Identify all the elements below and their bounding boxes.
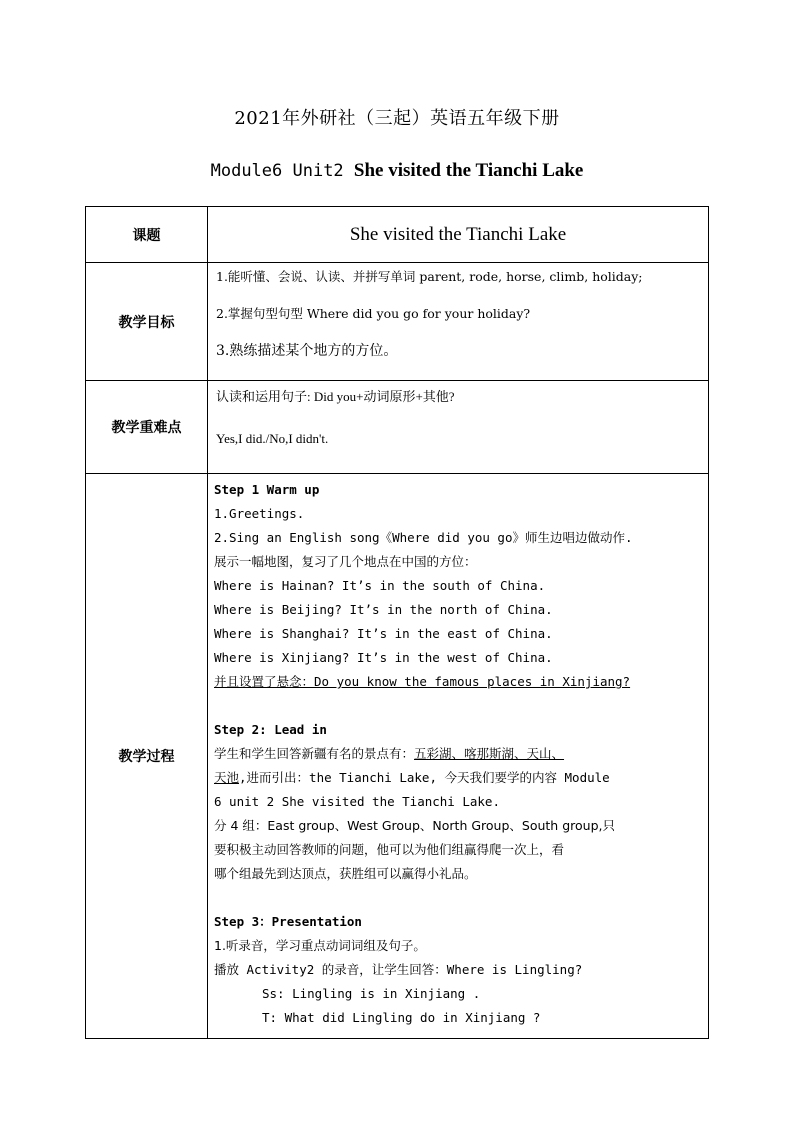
- subtitle-lesson: She visited the Tianchi Lake: [353, 160, 584, 181]
- topic-label: 课题: [86, 207, 208, 263]
- goals-label: 教学目标: [86, 263, 208, 381]
- document-title: 2021年外研社（三起）英语五年级下册: [234, 108, 560, 129]
- process-line: Ss: Lingling is in Xinjiang .: [262, 986, 481, 1001]
- goal-item: 3.熟练描述某个地方的方位。: [216, 343, 398, 359]
- row-topic: [86, 207, 709, 263]
- process-line: Where is Xinjiang? It’s in the west of China.: [214, 650, 553, 665]
- row-keys: [86, 381, 709, 474]
- document-subtitle: [0, 160, 794, 182]
- process-text: ,进而引出：the Tianchi Lake, 今天我们要学的内容 Module: [239, 770, 610, 785]
- keys-cell: [208, 381, 709, 474]
- subtitle-module: Module6 Unit2: [210, 161, 354, 181]
- row-goals: [86, 263, 709, 381]
- goal-item: 2.掌握句型句型 Where did you go for your holiday?: [216, 306, 531, 321]
- process-line: 哪个组最先到达顶点，获胜组可以赢得小礼品。: [214, 866, 477, 881]
- process-line: 6 unit 2 She visited the Tianchi Lake.: [214, 794, 500, 809]
- process-text: 学生和学生回答新疆有名的景点有：: [214, 746, 415, 761]
- process-text-underlined: 五彩湖、喀那斯湖、天山、: [414, 746, 565, 761]
- step1-title: Step 1 Warm up: [214, 482, 320, 497]
- process-line: [214, 742, 702, 766]
- process-line-underlined: 并且设置了悬念：Do you know the famous places in Xinjiang?: [214, 674, 631, 689]
- lesson-plan-table: [85, 206, 709, 1039]
- process-line: 展示一幅地图，复习了几个地点在中国的方位：: [214, 554, 477, 569]
- goal-item: 1.能听懂、会说、认读、并拼写单词 parent, rode, horse, climb, holiday;: [216, 269, 643, 284]
- row-process: [86, 474, 709, 1039]
- process-line: 分 4 组：East group、West Group、North Group、South group,只: [214, 818, 615, 833]
- process-cell: [208, 474, 709, 1039]
- process-line: T: What did Lingling do in Xinjiang ?: [262, 1010, 541, 1025]
- step2-title: Step 2: Lead in: [214, 722, 327, 737]
- process-label: 教学过程: [86, 474, 208, 1039]
- step3-title: Step 3：Presentation: [214, 914, 362, 929]
- process-line: Where is Hainan? It’s in the south of China.: [214, 578, 546, 593]
- key-point: 认读和运用句子: Did you+动词原形+其他?: [216, 389, 455, 404]
- process-line: 1.Greetings.: [214, 506, 305, 521]
- goals-cell: [208, 263, 709, 381]
- topic-value: She visited the Tianchi Lake: [208, 207, 709, 263]
- process-line: 播放 Activity2 的录音，让学生回答：Where is Lingling?: [214, 962, 583, 977]
- spacer: [214, 694, 702, 718]
- key-point: Yes,I did./No,I didn't.: [216, 431, 329, 446]
- process-line: 要积极主动回答教师的问题，他可以为他们组赢得爬一次上，看: [214, 842, 565, 857]
- process-line: Where is Beijing? It’s in the north of China.: [214, 602, 553, 617]
- process-line: Where is Shanghai? It’s in the east of China.: [214, 626, 553, 641]
- process-text-underlined: 天池: [214, 770, 240, 785]
- process-line: 1.听录音，学习重点动词词组及句子。: [214, 938, 426, 953]
- spacer: [214, 886, 702, 910]
- process-line: [214, 766, 702, 790]
- keys-label: 教学重难点: [86, 381, 208, 474]
- process-line: 2.Sing an English song《Where did you go》师生边唱边做动作.: [214, 530, 633, 545]
